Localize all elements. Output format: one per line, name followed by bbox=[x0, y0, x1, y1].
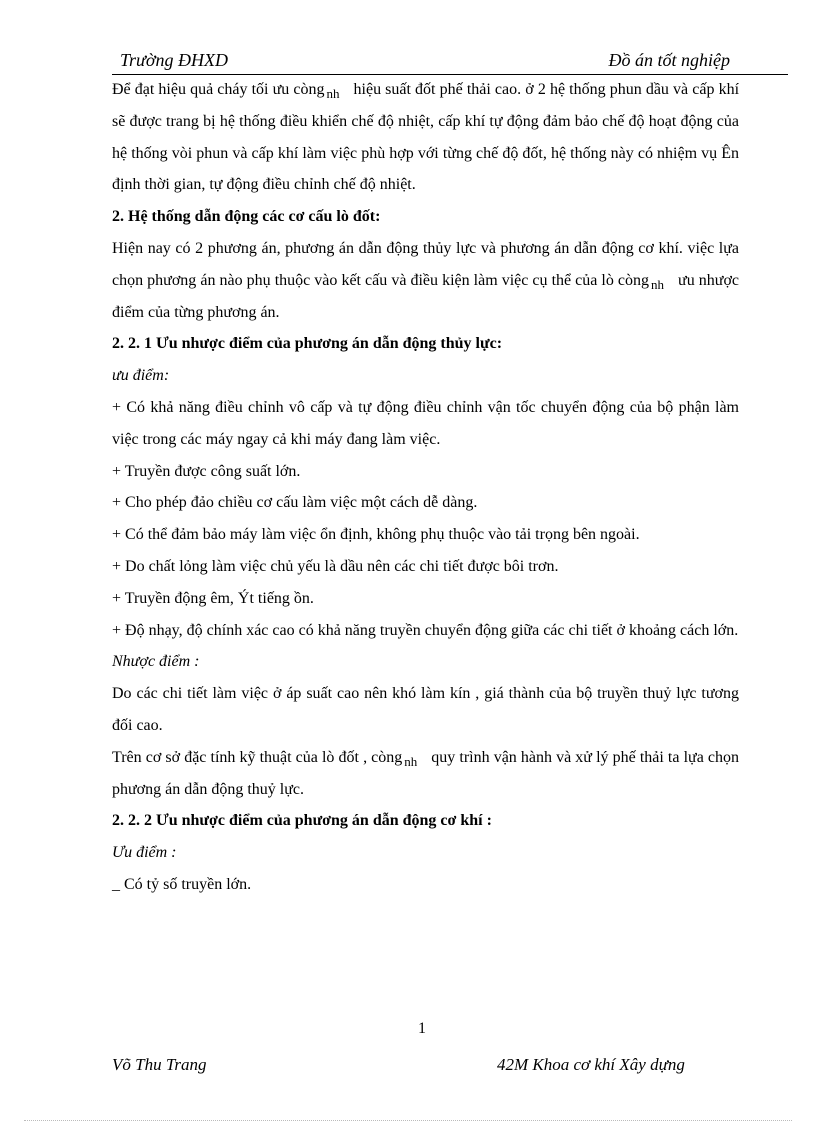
disadvantages-label: Nhược điểm : bbox=[112, 653, 200, 671]
list-item: + Có khả năng điều chỉnh vô cấp và tự động điều chỉnh vận tốc chuyển động của bộ phận làm việc trong các máy ngay cả khi máy đang làm việc. bbox=[112, 398, 739, 448]
header-doc-type: Đồ án tốt nghiệp bbox=[608, 50, 730, 70]
page-header bbox=[112, 50, 788, 75]
header-school: Trường ĐHXD bbox=[120, 50, 228, 70]
subscript-text: nh bbox=[404, 753, 418, 769]
subsection-heading-221: 2. 2. 1 Ưu nhược điểm của phương án dẫn động thủy lực: bbox=[112, 335, 503, 353]
list-item: + Có thể đảm bảo máy làm việc ổn định, không phụ thuộc vào tải trọng bên ngoài. bbox=[112, 526, 640, 544]
list-item: _ Có tỷ số truyền lớn. bbox=[112, 875, 252, 893]
page-content bbox=[112, 74, 739, 901]
paragraph-text: Trên cơ sở đặc tính kỹ thuật của lò đốt , còng bbox=[112, 748, 403, 766]
paragraph-text: Để đạt hiệu quả cháy tối ưu còng bbox=[112, 81, 325, 98]
disadvantages-text: Do các chi tiết làm việc ở áp suất cao nên khó làm kín , giá thành của bộ truyền thuỷ lực tương đối cao. bbox=[112, 685, 739, 734]
subscript-text: nh bbox=[326, 86, 340, 101]
subscript-text: nh bbox=[651, 276, 665, 292]
list-item: + Độ nhạy, độ chính xác cao có khả năng truyền chuyển động giữa các chi tiết ở khoảng cách lớn. bbox=[112, 621, 739, 639]
paragraph-text: Hiện nay có 2 phương án, phương án dẫn động thủy lực và phương án dẫn động cơ khí. việc lựa chọn phương án nào phụ thuộc vào kết cấu và điều kiện làm việc cụ thể của lò còng bbox=[112, 239, 739, 289]
advantages-label-2: Ưu điểm : bbox=[112, 844, 177, 862]
paragraph-text: quy trình vận hành và xử lý phế thải ta lựa chọn phương án dẫn động thuỷ lực. bbox=[112, 748, 739, 798]
paragraph-intro bbox=[112, 74, 739, 201]
page-number: 1 bbox=[418, 1020, 426, 1037]
list-item: + Cho phép đảo chiều cơ cấu làm việc một cách dễ dàng. bbox=[112, 494, 478, 512]
footer-author: Võ Thu Trang bbox=[112, 1055, 207, 1074]
list-item: + Truyền động êm, Ýt tiếng ồn. bbox=[112, 589, 314, 607]
paragraph-text: ưu nhược điểm của từng phương án. bbox=[112, 271, 740, 321]
paragraph-conclusion bbox=[112, 742, 739, 806]
footer-department: 42M Khoa cơ khí Xây dựng bbox=[497, 1055, 685, 1074]
section-heading-2: 2. Hệ thống dẫn động các cơ cấu lò đốt: bbox=[112, 208, 381, 226]
subsection-heading-222: 2. 2. 2 Ưu nhược điểm của phương án dẫn động cơ khí : bbox=[112, 812, 492, 830]
list-item: + Truyền được công suất lớn. bbox=[112, 462, 301, 480]
advantages-label: ưu điểm: bbox=[112, 367, 170, 385]
paragraph-text: hiệu suất đốt phế thải cao. ở 2 hệ thống phun dầu và cấp khí sẽ được trang bị hệ thống điều khiển chế độ nhiệt, cấp khí tự động đảm bảo chế độ hoạt động của hệ thống vòi phun và cấp khí làm việc phù hợp với từng chế độ đốt, hệ thống này có nhiệm vụ Ên định thời gian, tự động điều chỉnh chế độ nhiệt. bbox=[112, 81, 740, 194]
paragraph-options bbox=[112, 233, 739, 328]
list-item: + Do chất lỏng làm việc chủ yếu là dầu nên các chi tiết được bôi trơn. bbox=[112, 557, 559, 575]
page-bottom-divider bbox=[24, 1120, 792, 1121]
